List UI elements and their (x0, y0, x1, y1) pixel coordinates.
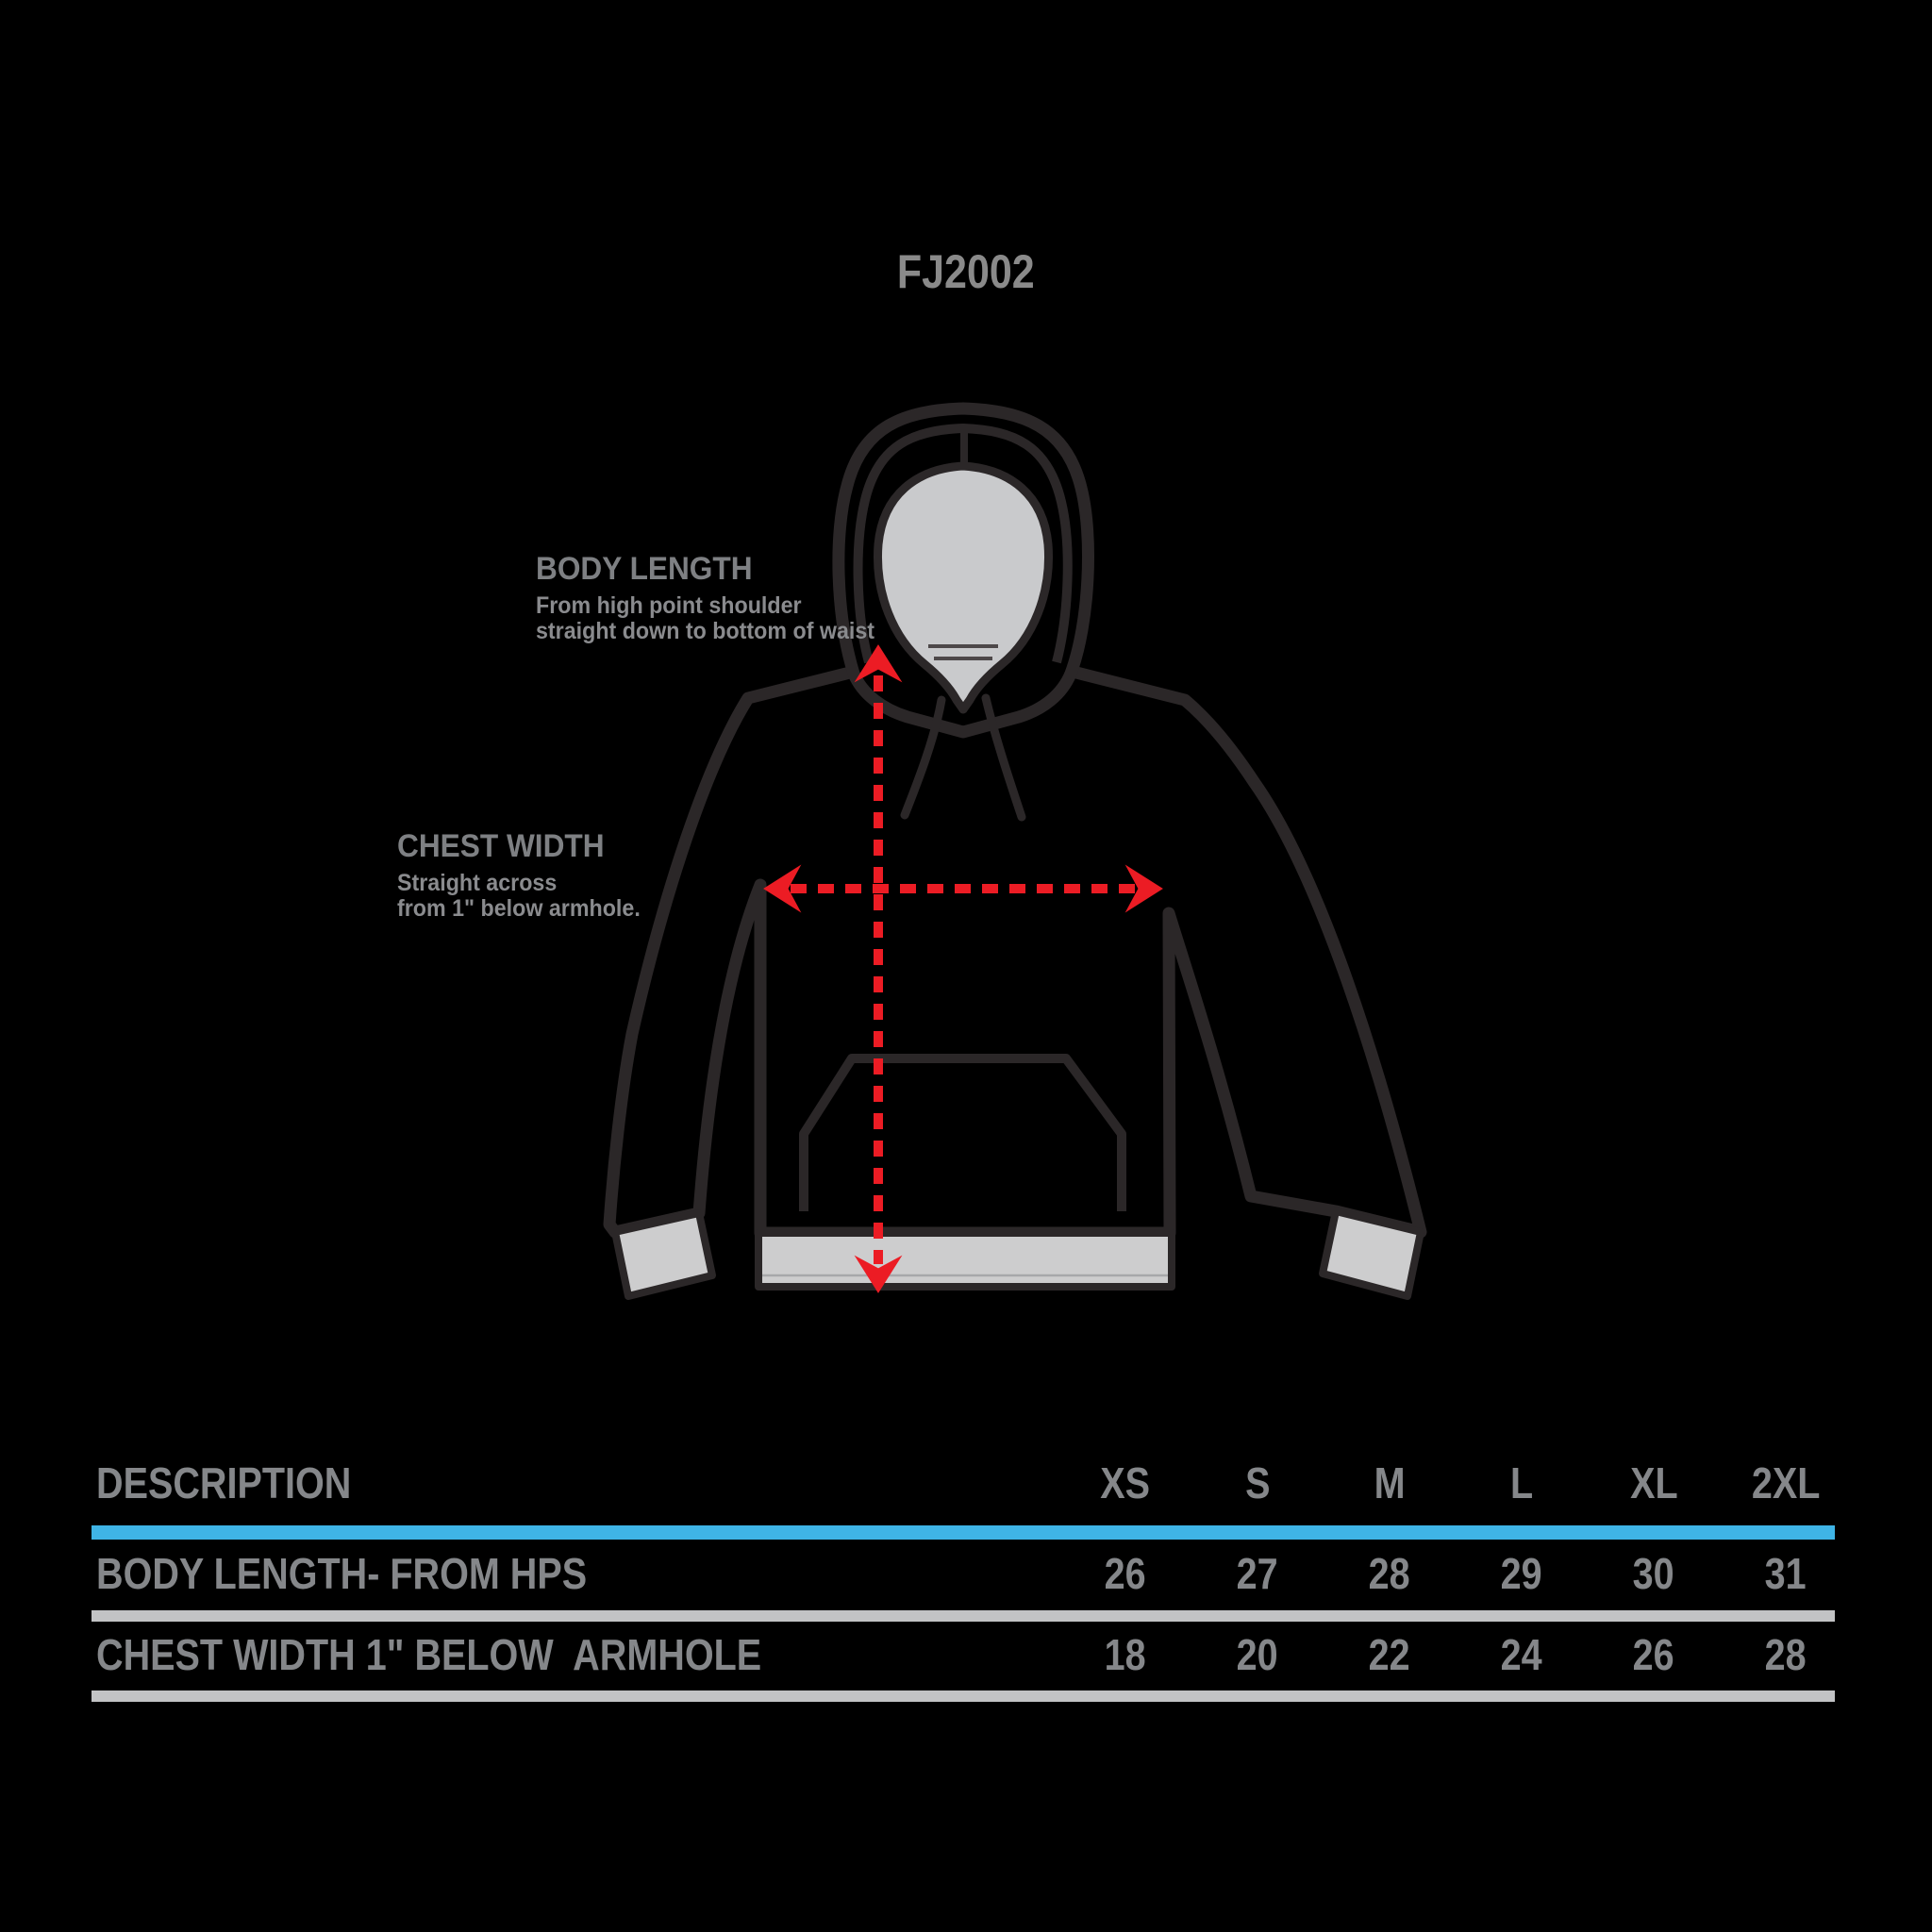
table-row-body-length (92, 1549, 1835, 1599)
value-cell: 20 (1236, 1630, 1278, 1679)
size-header-xl: XL (1629, 1458, 1678, 1507)
body-length-annotation-desc: From high point shoulder straight down to bottom of waist (536, 592, 875, 644)
row-label: CHEST WIDTH 1" BELOW ARMHOLE (96, 1630, 762, 1679)
product-code-title (0, 245, 1932, 298)
size-header-m: M (1374, 1458, 1406, 1507)
body-length-annotation (536, 553, 900, 644)
value-cell: 31 (1764, 1549, 1807, 1598)
hem-band (758, 1233, 1172, 1287)
size-header-xs: XS (1100, 1458, 1151, 1507)
size-header-2xl: 2XL (1751, 1458, 1821, 1507)
table-row-chest-width (92, 1630, 1835, 1680)
row-divider-line (92, 1610, 1835, 1622)
value-cell: 28 (1764, 1630, 1807, 1679)
value-cell: 24 (1500, 1630, 1542, 1679)
value-cell: 18 (1104, 1630, 1146, 1679)
description-header: DESCRIPTION (96, 1458, 352, 1507)
row-label: BODY LENGTH- FROM HPS (96, 1549, 588, 1598)
hoodie-body-outline (609, 672, 1421, 1233)
value-cell: 26 (1632, 1630, 1674, 1679)
chest-width-annotation (397, 830, 658, 922)
value-cell: 26 (1104, 1549, 1146, 1598)
product-code-text: FJ2002 (897, 245, 1035, 298)
cuff-left (615, 1213, 712, 1296)
table-header-row (92, 1458, 1835, 1508)
accent-divider-line (92, 1525, 1835, 1540)
chest-width-annotation-title: CHEST WIDTH (397, 828, 605, 864)
body-length-annotation-title: BODY LENGTH (536, 551, 753, 587)
value-cell: 29 (1500, 1549, 1542, 1598)
chest-width-annotation-desc: Straight across from 1" below armhole. (397, 870, 641, 922)
row-divider-line (92, 1690, 1835, 1702)
value-cell: 22 (1368, 1630, 1410, 1679)
value-cell: 30 (1632, 1549, 1674, 1598)
value-cell: 28 (1368, 1549, 1410, 1598)
value-cell: 27 (1236, 1549, 1278, 1598)
size-header-l: L (1509, 1458, 1534, 1507)
size-header-s: S (1244, 1458, 1271, 1507)
